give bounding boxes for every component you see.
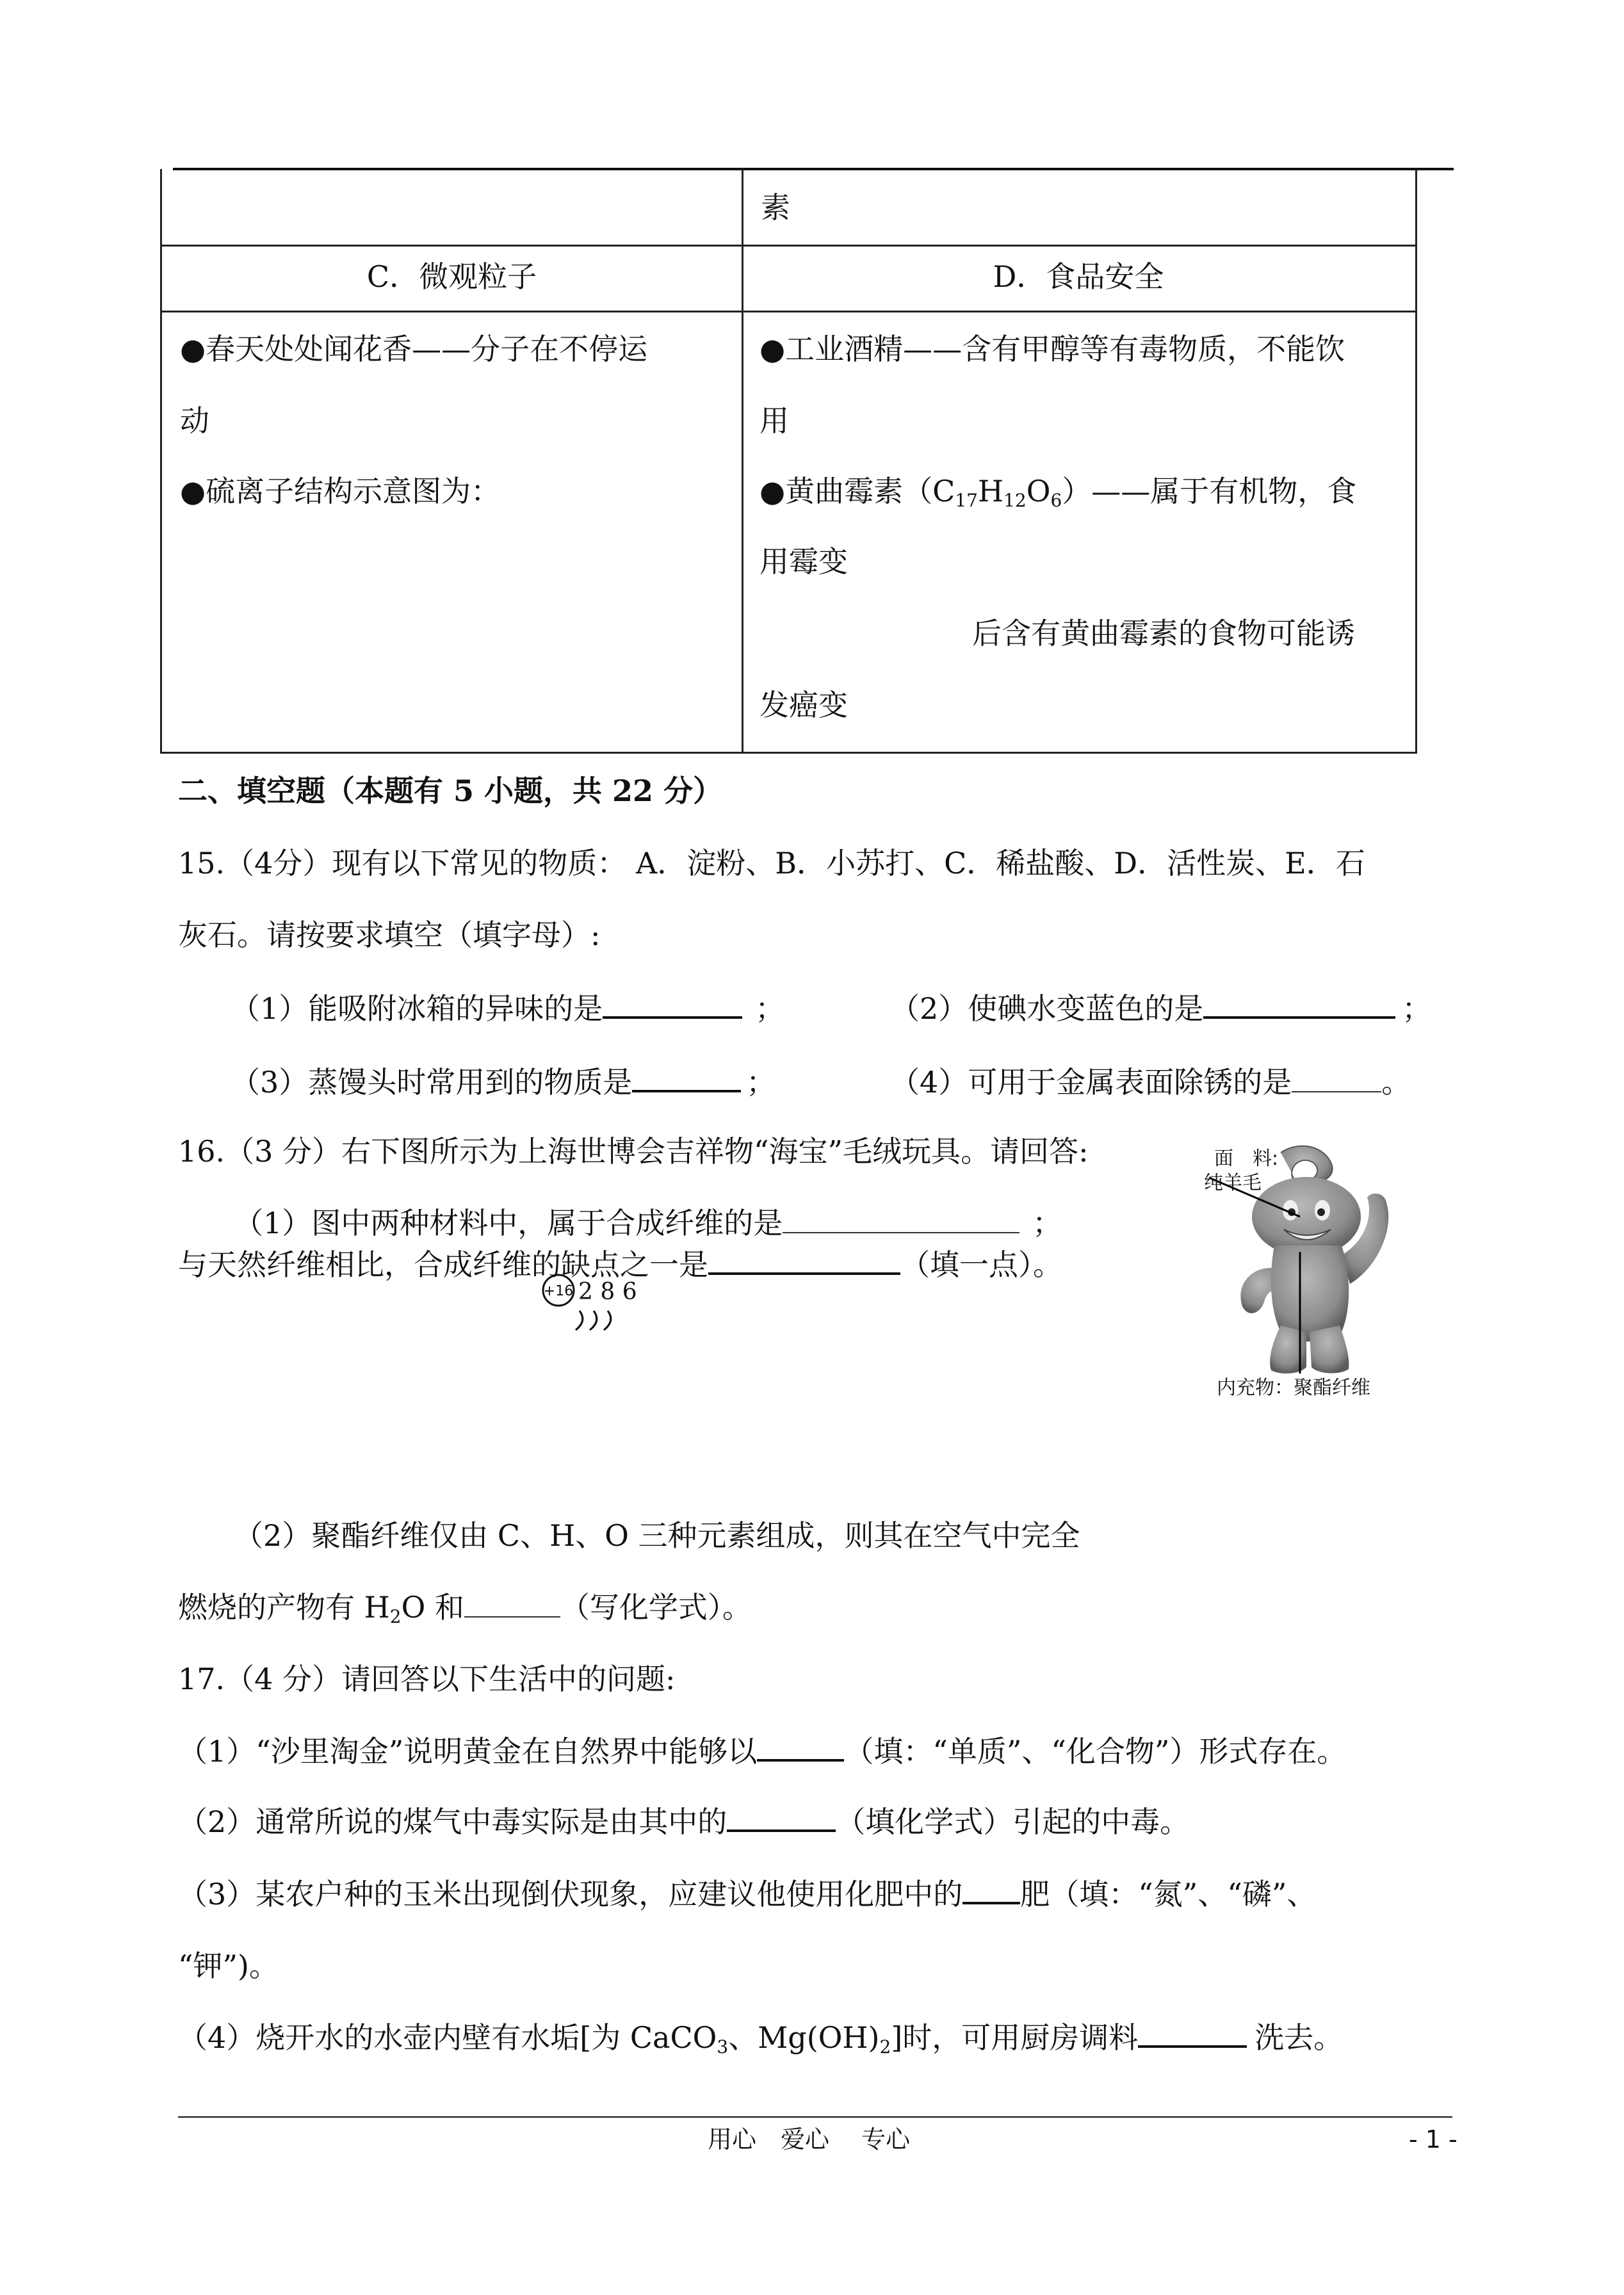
- q16-p1-end: ；: [1032, 1206, 1062, 1240]
- table-header-d: [742, 245, 1417, 312]
- d-line5: 后含有黄曲霉素的食物可能诱: [972, 616, 1355, 651]
- q15-p2-text: （2）使碘水变蓝色的是: [890, 991, 1204, 1026]
- q17-line1: 17.（4 分）请回答以下生活中的问题:: [178, 1662, 676, 1696]
- q17-blank-4[interactable]: [1138, 2020, 1247, 2048]
- table-header-c: [162, 245, 743, 312]
- d-line4: 用霉变: [759, 544, 848, 579]
- q17-p1-post: （填：“单质”、“化合物”）形式存在。: [844, 1734, 1347, 1769]
- q15-line1: 15.（4分）现有以下常见的物质： A．淀粉、B．小苏打、C．稀盐酸、D．活性炭、E．石: [178, 846, 1365, 880]
- footer-center: 用心 爱心 专心: [708, 2125, 911, 2153]
- table-cell-d-content: [742, 311, 1417, 754]
- q17-p4-end: 洗去。: [1255, 2020, 1344, 2055]
- footer-rule: [178, 2116, 1452, 2118]
- q15-part3: [231, 1063, 775, 1101]
- q16-part1: [234, 1204, 1062, 1242]
- q17-part1: [178, 1732, 1346, 1771]
- header-c-label: C．微观粒子: [366, 259, 537, 294]
- q17-p4-mid: 、Mg(OH): [728, 2020, 880, 2055]
- q16-line3-pre: 与天然纤维相比，合成纤维的缺点之一是: [178, 1247, 708, 1282]
- fig-label-bottom: 内充物：聚酯纤维: [1217, 1377, 1370, 1399]
- page-number: - 1 -: [1409, 2125, 1458, 2153]
- mascot-pupil-right: [1317, 1208, 1325, 1216]
- q15-blank-4[interactable]: [1292, 1066, 1381, 1092]
- q17-part3-cont: “钾”)。: [178, 1949, 279, 1983]
- q15-blank-2[interactable]: [1203, 991, 1395, 1019]
- d-h: H: [977, 474, 1004, 508]
- d-sub1: 17: [955, 490, 978, 511]
- answer-table: [160, 169, 1417, 754]
- d-line6: 发癌变: [759, 688, 848, 722]
- d-line1: ●工业酒精——含有甲醇等有毒物质，不能饮: [759, 332, 1345, 366]
- nucleus-label: +16: [543, 1283, 574, 1299]
- q15-p2-end: ；: [1402, 991, 1432, 1026]
- q16-line5-pre: 燃烧的产物有 H: [178, 1590, 390, 1625]
- q16-line5-post: （写化学式）。: [560, 1590, 752, 1625]
- sulfur-ion-diagram: [541, 1271, 656, 1342]
- c-line3: ●硫离子结构示意图为：: [180, 474, 501, 508]
- shell-numbers: 2 8 6: [578, 1279, 637, 1305]
- q16-blank-2[interactable]: [708, 1247, 900, 1275]
- q16-p1-text: （1）图中两种材料中，属于合成纤维的是: [234, 1206, 783, 1240]
- q15-part4: [890, 1063, 1411, 1101]
- c-line2: 动: [180, 403, 209, 438]
- q16-line5-mid: O 和: [401, 1590, 464, 1625]
- shell-arc-1: [576, 1311, 583, 1330]
- q16-blank-1[interactable]: [783, 1206, 1019, 1233]
- q17-p4-pre: （4）烧开水的水壶内壁有水垢[为 CaCO: [178, 2020, 717, 2055]
- q16-blank-3[interactable]: [464, 1591, 560, 1618]
- q15-blank-1[interactable]: [603, 991, 742, 1019]
- header-d-label: D．食品安全: [993, 259, 1164, 294]
- q17-p4-sub2: 2: [879, 2036, 891, 2057]
- q17-p2-post: （填化学式）引起的中毒。: [836, 1804, 1190, 1839]
- q15-p4-text: （4）可用于金属表面除锈的是: [890, 1065, 1292, 1099]
- table-cell-r0-left: [162, 169, 743, 247]
- q15-part2: [890, 989, 1431, 1028]
- q15-part1: [231, 989, 784, 1028]
- q16-line3-post: （填一点）。: [900, 1247, 1062, 1282]
- q16-part2: （2）聚酯纤维仅由 C、H、O 三种元素组成，则其在空气中完全: [234, 1518, 1080, 1553]
- q17-p3-post: 肥（填：“氮”、“磷”、: [1020, 1877, 1317, 1911]
- q15-blank-3[interactable]: [632, 1064, 741, 1092]
- d-sub2: 12: [1003, 490, 1027, 511]
- q15-p1-text: （1）能吸附冰箱的异味的是: [231, 991, 603, 1026]
- q17-part4: [178, 2018, 1343, 2057]
- d-line3-pre: ●黄曲霉素（C: [759, 474, 955, 508]
- section-title: 二、填空题（本题有 5 小题，共 22 分）: [178, 774, 723, 808]
- fig-label-top1: 面 料:: [1214, 1148, 1279, 1170]
- table-cell-r0-right: [742, 169, 1417, 247]
- q17-p3-pre: （3）某农户种的玉米出现倒伏现象，应建议他使用化肥中的: [178, 1877, 963, 1911]
- d-sub3: 6: [1050, 490, 1062, 511]
- q17-part2: [178, 1803, 1189, 1841]
- d-line3-post: ）——属于有机物，食: [1062, 474, 1357, 508]
- q17-p2-pre: （2）通常所说的煤气中毒实际是由其中的: [178, 1804, 727, 1839]
- q16-line5: [178, 1588, 752, 1626]
- c-line1: ●春天处处闻花香——分子在不停运: [180, 332, 648, 366]
- q15-p3-end: ；: [746, 1065, 776, 1099]
- q17-p4-sub1: 3: [717, 2036, 729, 2057]
- q17-blank-3[interactable]: [962, 1876, 1020, 1904]
- table-cell-c-content: [162, 311, 743, 754]
- d-line2: 用: [759, 403, 789, 438]
- q17-p4-post: ]时，可用厨房调料: [891, 2020, 1139, 2055]
- mascot-head: [1252, 1177, 1361, 1256]
- fig-label-top2: 纯羊毛: [1204, 1172, 1262, 1194]
- d-o: O: [1026, 474, 1051, 508]
- table-row0-text: 素: [761, 190, 790, 225]
- q16-line1: 16.（3 分）右下图所示为上海世博会吉祥物“海宝”毛绒玩具。请回答:: [178, 1134, 1089, 1169]
- q17-p1-pre: （1）“沙里淘金”说明黄金在自然界中能够以: [178, 1734, 758, 1769]
- q15-line2: 灰石。请按要求填空（填字母）:: [178, 918, 601, 952]
- q17-blank-2[interactable]: [727, 1804, 836, 1832]
- d-line3: [759, 472, 1356, 510]
- mascot-leg-right: [1310, 1326, 1349, 1373]
- q15-p1-end: ；: [755, 991, 785, 1026]
- q16-line5-sub: 2: [389, 1606, 402, 1627]
- q17-part3: [178, 1875, 1316, 1913]
- shell-arc-3: [604, 1311, 611, 1330]
- q15-p3-text: （3）蒸馒头时常用到的物质是: [231, 1065, 633, 1099]
- shell-arc-2: [590, 1311, 597, 1330]
- q17-blank-1[interactable]: [757, 1733, 844, 1762]
- q15-p4-end: 。: [1381, 1065, 1411, 1099]
